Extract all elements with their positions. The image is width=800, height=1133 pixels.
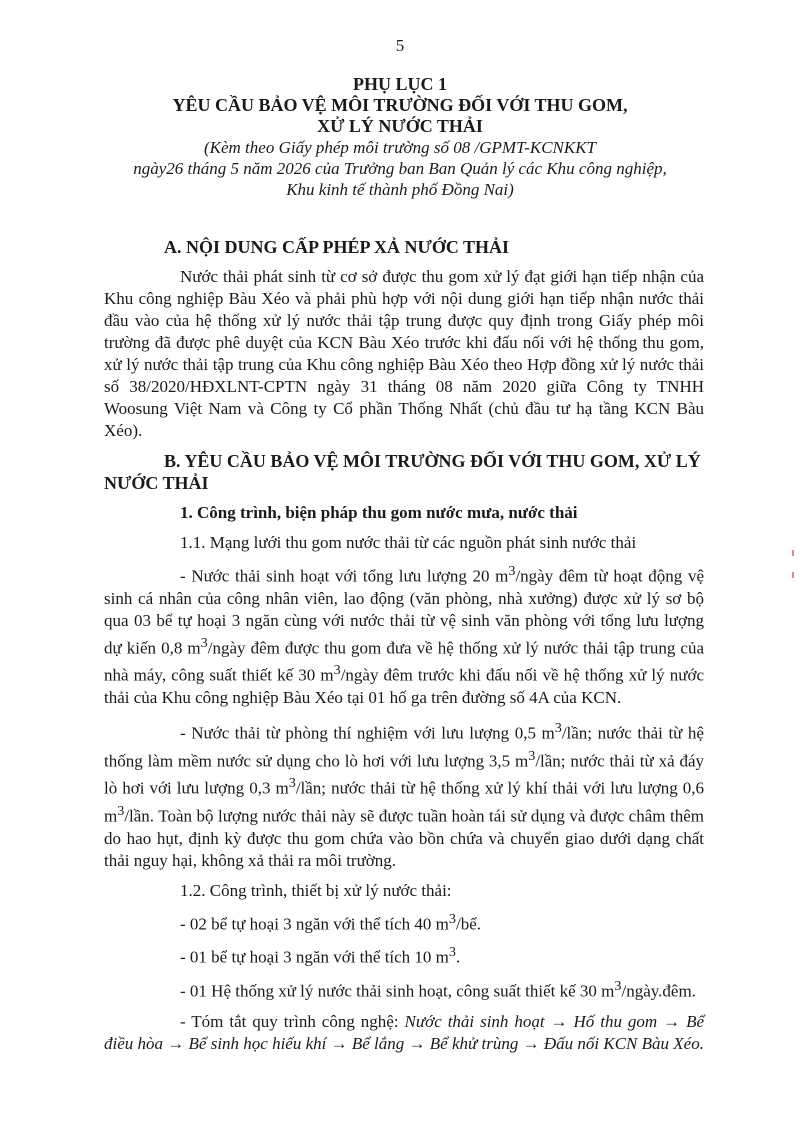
attachment-note-line3: Khu kinh tế thành phố Đồng Nai) bbox=[286, 180, 514, 199]
lab-wastewater-paragraph: - Nước thải từ phòng thí nghiệm với lưu lượng 0,5 $m^3$/lần; nước thải từ hệ thống làm mềm nước sử dụng cho lò hơi với lưu lượng 3,5 $m^3$/lần; nước thải từ xả đáy lò hơi với lưu lượng 0,3 $m^3$/lần; nước thải từ hệ thống xử lý khí thải với lưu lượng 0,6 $m^3$/lần. Toàn bộ lượng nước thải này sẽ được tuần hoàn tái sử dụng và được châm thêm do hao hụt, định kỳ được thu gom chứa vào bồn chứa và chuyển giao dưới dạng chất thải nguy hại, không xả thải ra môi trường. bbox=[104, 719, 704, 870]
appendix-title: PHỤ LỤC 1 bbox=[353, 74, 447, 94]
treatment-system-item: - 01 Hệ thống xử lý nước thải sinh hoạt, công suất thiết kế 30 $m^3/ngày.đêm$. bbox=[180, 977, 696, 1001]
attachment-note-line1: (Kèm theo Giấy phép môi trường số 08 /GPMT-KCNKKT bbox=[203, 138, 597, 157]
septic-tank-item-1: - 02 bể tự hoại 3 ngăn với thể tích 40 $m^3/bể$. bbox=[180, 910, 482, 934]
margin-mark bbox=[792, 572, 794, 578]
document-body bbox=[104, 236, 704, 1055]
appendix-subtitle-line2: XỬ LÝ NƯỚC THẢI bbox=[317, 116, 483, 136]
attachment-note-line2: ngày26 tháng 5 năm 2026 của Trưởng ban Ban Quản lý các Khu công nghiệp, bbox=[133, 159, 667, 178]
process-flow: Nước thải sinh hoạt → Hố thu gom → Bể điều hòa → Bể sinh học hiếu khí → Bể lắng → Bể khử trùng → Đấu nối KCN Bàu Xéo. bbox=[104, 1011, 704, 1053]
section-a-heading: A. NỘI DUNG CẤP PHÉP XẢ NƯỚC THẢI bbox=[164, 237, 510, 257]
section-b-heading: B. YÊU CẦU BẢO VỆ MÔI TRƯỜNG ĐỐI VỚI THU GOM, XỬ LÝ NƯỚC THẢI bbox=[104, 451, 701, 493]
septic-tank-item-2: - 01 bể tự hoại 3 ngăn với thể tích 10 $m^3$. bbox=[180, 944, 461, 967]
margin-mark bbox=[792, 550, 794, 556]
subsection-1-2-heading: 1.2. Công trình, thiết bị xử lý nước thải: bbox=[180, 880, 452, 900]
process-summary: - Tóm tắt quy trình công nghệ: Nước thải sinh hoạt → Hố thu gom → Bể điều hòa → Bể sinh học hiếu khí → Bể lắng → Bể khử trùng → Đấu nối KCN Bàu Xéo. bbox=[104, 1011, 704, 1053]
subsection-1-heading: 1. Công trình, biện pháp thu gom nước mưa, nước thải bbox=[180, 503, 578, 522]
domestic-wastewater-paragraph: - Nước thải sinh hoạt với tổng lưu lượng 20 $m^3$/ngày đêm từ hoạt động vệ sinh cá nhân của công nhân viên, lao động (văn phòng, nhà xưởng) được xử lý sơ bộ qua 03 bể tự hoại 3 ngăn cùng với nước thải từ vệ sinh văn phòng với tổng lưu lượng dự kiến 0,8 $m^3$/ngày đêm được thu gom đưa về hệ thống xử lý nước thải tập trung của nhà máy, công suất thiết kế 30 $m^3$/ngày đêm trước khi đấu nối về hệ thống xử lý nước thải của Khu công nghiệp Bàu Xéo tại 01 hố ga trên đường số 4A của KCN. bbox=[104, 563, 704, 707]
page-number: 5 bbox=[395, 36, 405, 55]
section-a-paragraph: Nước thải phát sinh từ cơ sở được thu gom xử lý đạt giới hạn tiếp nhận của Khu công nghiệp Bàu Xéo và phải phù hợp với nội dung giới hạn tiếp nhận nước thải đầu vào của hệ thống xử lý nước thải tập trung được quy định trong Giấy phép môi trường đã được phê duyệt của KCN Bàu Xéo trước khi đấu nối với hệ thống thu gom, xử lý nước thải tập trung của Khu công nghiệp Bàu Xéo theo Hợp đồng xử lý nước thải số 38/2020/HĐXLNT-CPTN ngày 31 tháng 08 năm 2020 giữa Công ty TNHH Woosung Việt Nam và Công ty Cổ phần Thống Nhất (chủ đầu tư hạ tầng KCN Bàu Xéo). bbox=[104, 267, 704, 440]
subsection-1-1-heading: 1.1. Mạng lưới thu gom nước thải từ các nguồn phát sinh nước thải bbox=[180, 533, 637, 552]
appendix-subtitle: YÊU CẦU BẢO VỆ MÔI TRƯỜNG ĐỐI VỚI THU GOM, bbox=[172, 95, 628, 115]
appendix-header bbox=[60, 74, 740, 200]
